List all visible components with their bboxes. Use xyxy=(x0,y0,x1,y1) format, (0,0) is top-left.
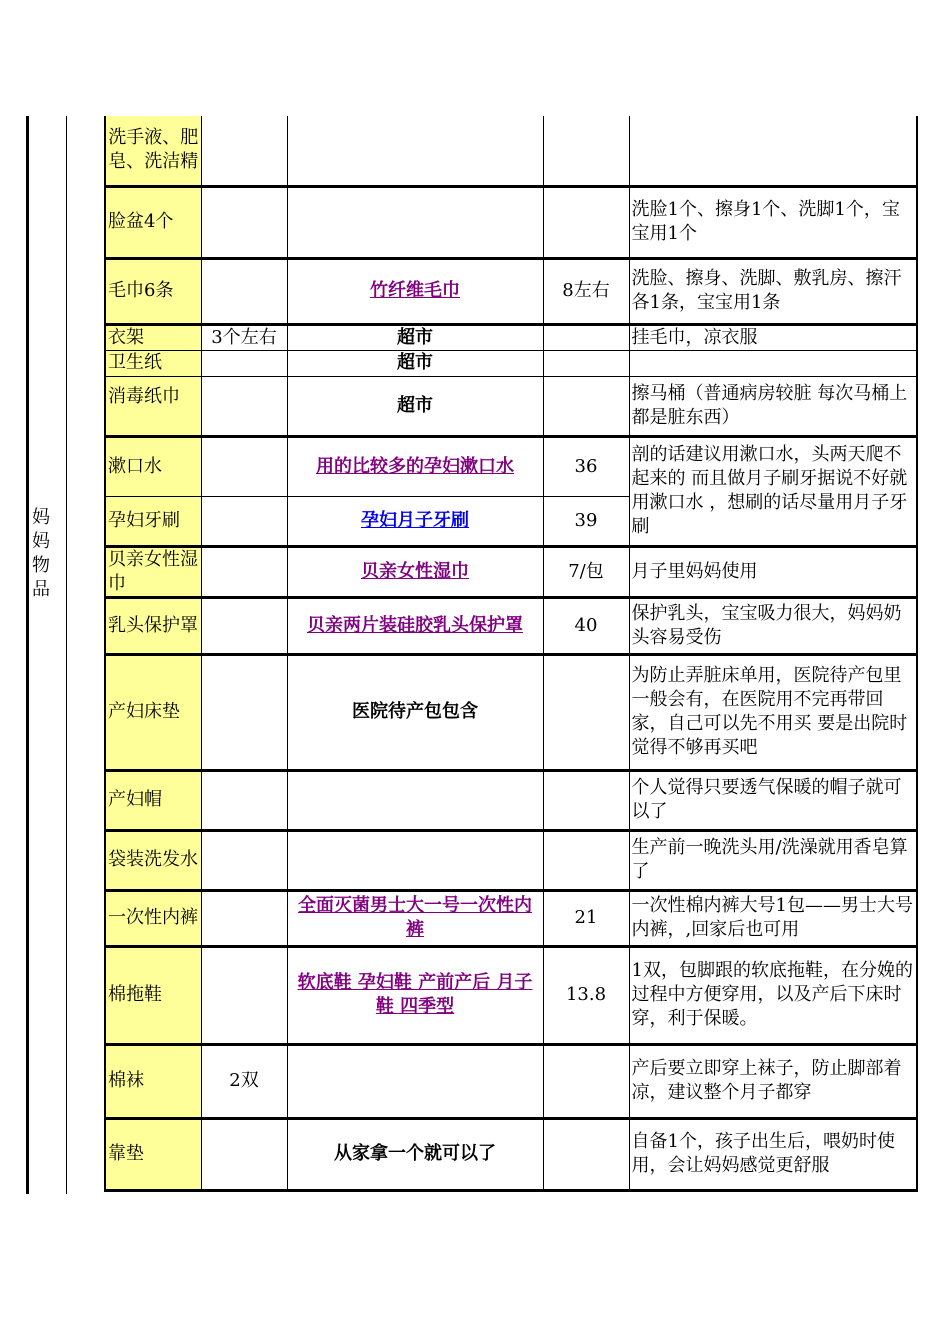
table-row xyxy=(105,830,917,890)
item-product-cell xyxy=(287,890,543,946)
item-name: 产妇床垫 xyxy=(105,654,201,770)
category-char: 妈 xyxy=(32,507,50,528)
table-row xyxy=(105,350,917,376)
item-product: 超市 xyxy=(287,376,543,436)
item-note: 产后要立即穿上袜子，防止脚部着凉，建议整个月子都穿 xyxy=(629,1044,917,1118)
item-qty xyxy=(201,186,287,258)
item-product: 医院待产包包含 xyxy=(287,654,543,770)
table-row xyxy=(105,186,917,258)
item-qty xyxy=(201,890,287,946)
category-border-right xyxy=(66,116,67,1194)
item-qty xyxy=(201,376,287,436)
item-price xyxy=(543,830,629,890)
item-product xyxy=(287,116,543,186)
item-name: 脸盆4个 xyxy=(105,186,201,258)
item-note: 洗脸、擦身、洗脚、敷乳房、擦汗各1条，宝宝用1条 xyxy=(629,258,917,324)
item-qty: 3个左右 xyxy=(201,324,287,350)
item-price xyxy=(543,376,629,436)
category-char: 品 xyxy=(32,579,50,600)
item-product xyxy=(287,1044,543,1118)
table-row xyxy=(105,376,917,436)
table-row xyxy=(105,597,917,654)
item-note xyxy=(629,350,917,376)
item-qty xyxy=(201,1118,287,1190)
item-note: 保护乳头，宝宝吸力很大，妈妈奶头容易受伤 xyxy=(629,597,917,654)
item-name: 棉拖鞋 xyxy=(105,946,201,1044)
item-product xyxy=(287,186,543,258)
item-note: 1双，包脚跟的软底拖鞋，在分娩的过程中方便穿用，以及产后下床时穿，利于保暖。 xyxy=(629,946,917,1044)
item-product-cell xyxy=(287,546,543,597)
item-qty xyxy=(201,116,287,186)
item-qty xyxy=(201,946,287,1044)
item-price xyxy=(543,1118,629,1190)
item-qty xyxy=(201,770,287,830)
item-name: 贝亲女性湿巾 xyxy=(105,546,201,597)
item-price xyxy=(543,116,629,186)
items-table xyxy=(104,116,918,1192)
item-name: 消毒纸巾 xyxy=(105,376,201,436)
item-price xyxy=(543,350,629,376)
item-qty xyxy=(201,350,287,376)
item-note: 月子里妈妈使用 xyxy=(629,546,917,597)
item-price: 21 xyxy=(543,890,629,946)
item-name: 棉袜 xyxy=(105,1044,201,1118)
table-row xyxy=(105,258,917,324)
table-row xyxy=(105,654,917,770)
table-row xyxy=(105,324,917,350)
category-border-left xyxy=(26,116,29,1194)
product-link[interactable]: 全面灭菌男士大一号一次性内裤 xyxy=(298,895,532,940)
item-product: 超市 xyxy=(287,350,543,376)
table-row xyxy=(105,946,917,1044)
item-qty xyxy=(201,258,287,324)
item-product-cell xyxy=(287,946,543,1044)
table-row xyxy=(105,546,917,597)
table-row xyxy=(105,1118,917,1190)
item-price xyxy=(543,654,629,770)
item-price: 39 xyxy=(543,496,629,546)
product-link[interactable]: 用的比较多的孕妇漱口水 xyxy=(316,455,514,477)
item-product: 超市 xyxy=(287,324,543,350)
product-link[interactable]: 竹纤维毛巾 xyxy=(370,280,460,301)
table-row xyxy=(105,890,917,946)
table-row xyxy=(105,1044,917,1118)
item-qty: 2双 xyxy=(201,1044,287,1118)
item-name: 乳头保护罩 xyxy=(105,597,201,654)
item-note: 个人觉得只要透气保暖的帽子就可以了 xyxy=(629,770,917,830)
item-note: 剖的话建议用漱口水，头两天爬不起来的 而且做月子刷牙据说不好就用漱口水 ，想刷的话尽量用月子牙刷 xyxy=(629,436,917,546)
category-label xyxy=(30,506,52,602)
item-price: 40 xyxy=(543,597,629,654)
category-char: 妈 xyxy=(32,531,50,552)
item-price: 13.8 xyxy=(543,946,629,1044)
item-qty xyxy=(201,436,287,496)
item-qty xyxy=(201,597,287,654)
product-link[interactable]: 软底鞋 孕妇鞋 产前产后 月子鞋 四季型 xyxy=(297,972,533,1017)
item-name: 靠垫 xyxy=(105,1118,201,1190)
item-name: 毛巾6条 xyxy=(105,258,201,324)
item-name: 产妇帽 xyxy=(105,770,201,830)
item-name: 袋装洗发水 xyxy=(105,830,201,890)
item-note: 自备1个，孩子出生后，喂奶时使用，会让妈妈感觉更舒服 xyxy=(629,1118,917,1190)
item-qty xyxy=(201,546,287,597)
item-product-cell xyxy=(287,258,543,324)
item-note xyxy=(629,116,917,186)
table-row xyxy=(105,436,917,496)
item-name: 漱口水 xyxy=(105,436,201,496)
item-price xyxy=(543,186,629,258)
item-product xyxy=(287,770,543,830)
item-note: 生产前一晚洗头用/洗澡就用香皂算了 xyxy=(629,830,917,890)
item-product-cell xyxy=(287,496,543,546)
item-price xyxy=(543,770,629,830)
item-price: 36 xyxy=(543,436,629,496)
item-product-cell xyxy=(287,597,543,654)
product-link[interactable]: 孕妇月子牙刷 xyxy=(361,509,469,531)
category-char: 物 xyxy=(32,555,50,576)
item-name: 孕妇牙刷 xyxy=(105,496,201,546)
item-price: 8左右 xyxy=(543,258,629,324)
item-note: 洗脸1个、擦身1个、洗脚1个，宝宝用1个 xyxy=(629,186,917,258)
item-name: 卫生纸 xyxy=(105,350,201,376)
item-name: 洗手液、肥皂、洗洁精 xyxy=(105,116,201,186)
item-qty xyxy=(201,830,287,890)
item-name: 衣架 xyxy=(105,324,201,350)
item-price xyxy=(543,324,629,350)
product-link[interactable]: 贝亲两片装硅胶乳头保护罩 xyxy=(307,614,523,636)
item-price: 7/包 xyxy=(543,546,629,597)
item-name: 一次性内裤 xyxy=(105,890,201,946)
item-qty xyxy=(201,654,287,770)
item-qty xyxy=(201,496,287,546)
item-price xyxy=(543,1044,629,1118)
item-product: 从家拿一个就可以了 xyxy=(287,1118,543,1190)
category-char xyxy=(30,506,52,602)
item-note: 为防止弄脏床单用，医院待产包里一般会有，在医院用不完再带回家，自己可以先不用买 要是出院时觉得不够再买吧 xyxy=(629,654,917,770)
item-product-cell xyxy=(287,436,543,496)
table-row xyxy=(105,116,917,186)
table-row xyxy=(105,770,917,830)
product-link[interactable]: 贝亲女性湿巾 xyxy=(361,560,469,582)
item-note: 擦马桶（普通病房较脏 每次马桶上都是脏东西） xyxy=(629,376,917,436)
item-note: 一次性棉内裤大号1包——男士大号内裤，,回家后也可用 xyxy=(629,890,917,946)
item-note: 挂毛巾，凉衣服 xyxy=(629,324,917,350)
item-product xyxy=(287,830,543,890)
